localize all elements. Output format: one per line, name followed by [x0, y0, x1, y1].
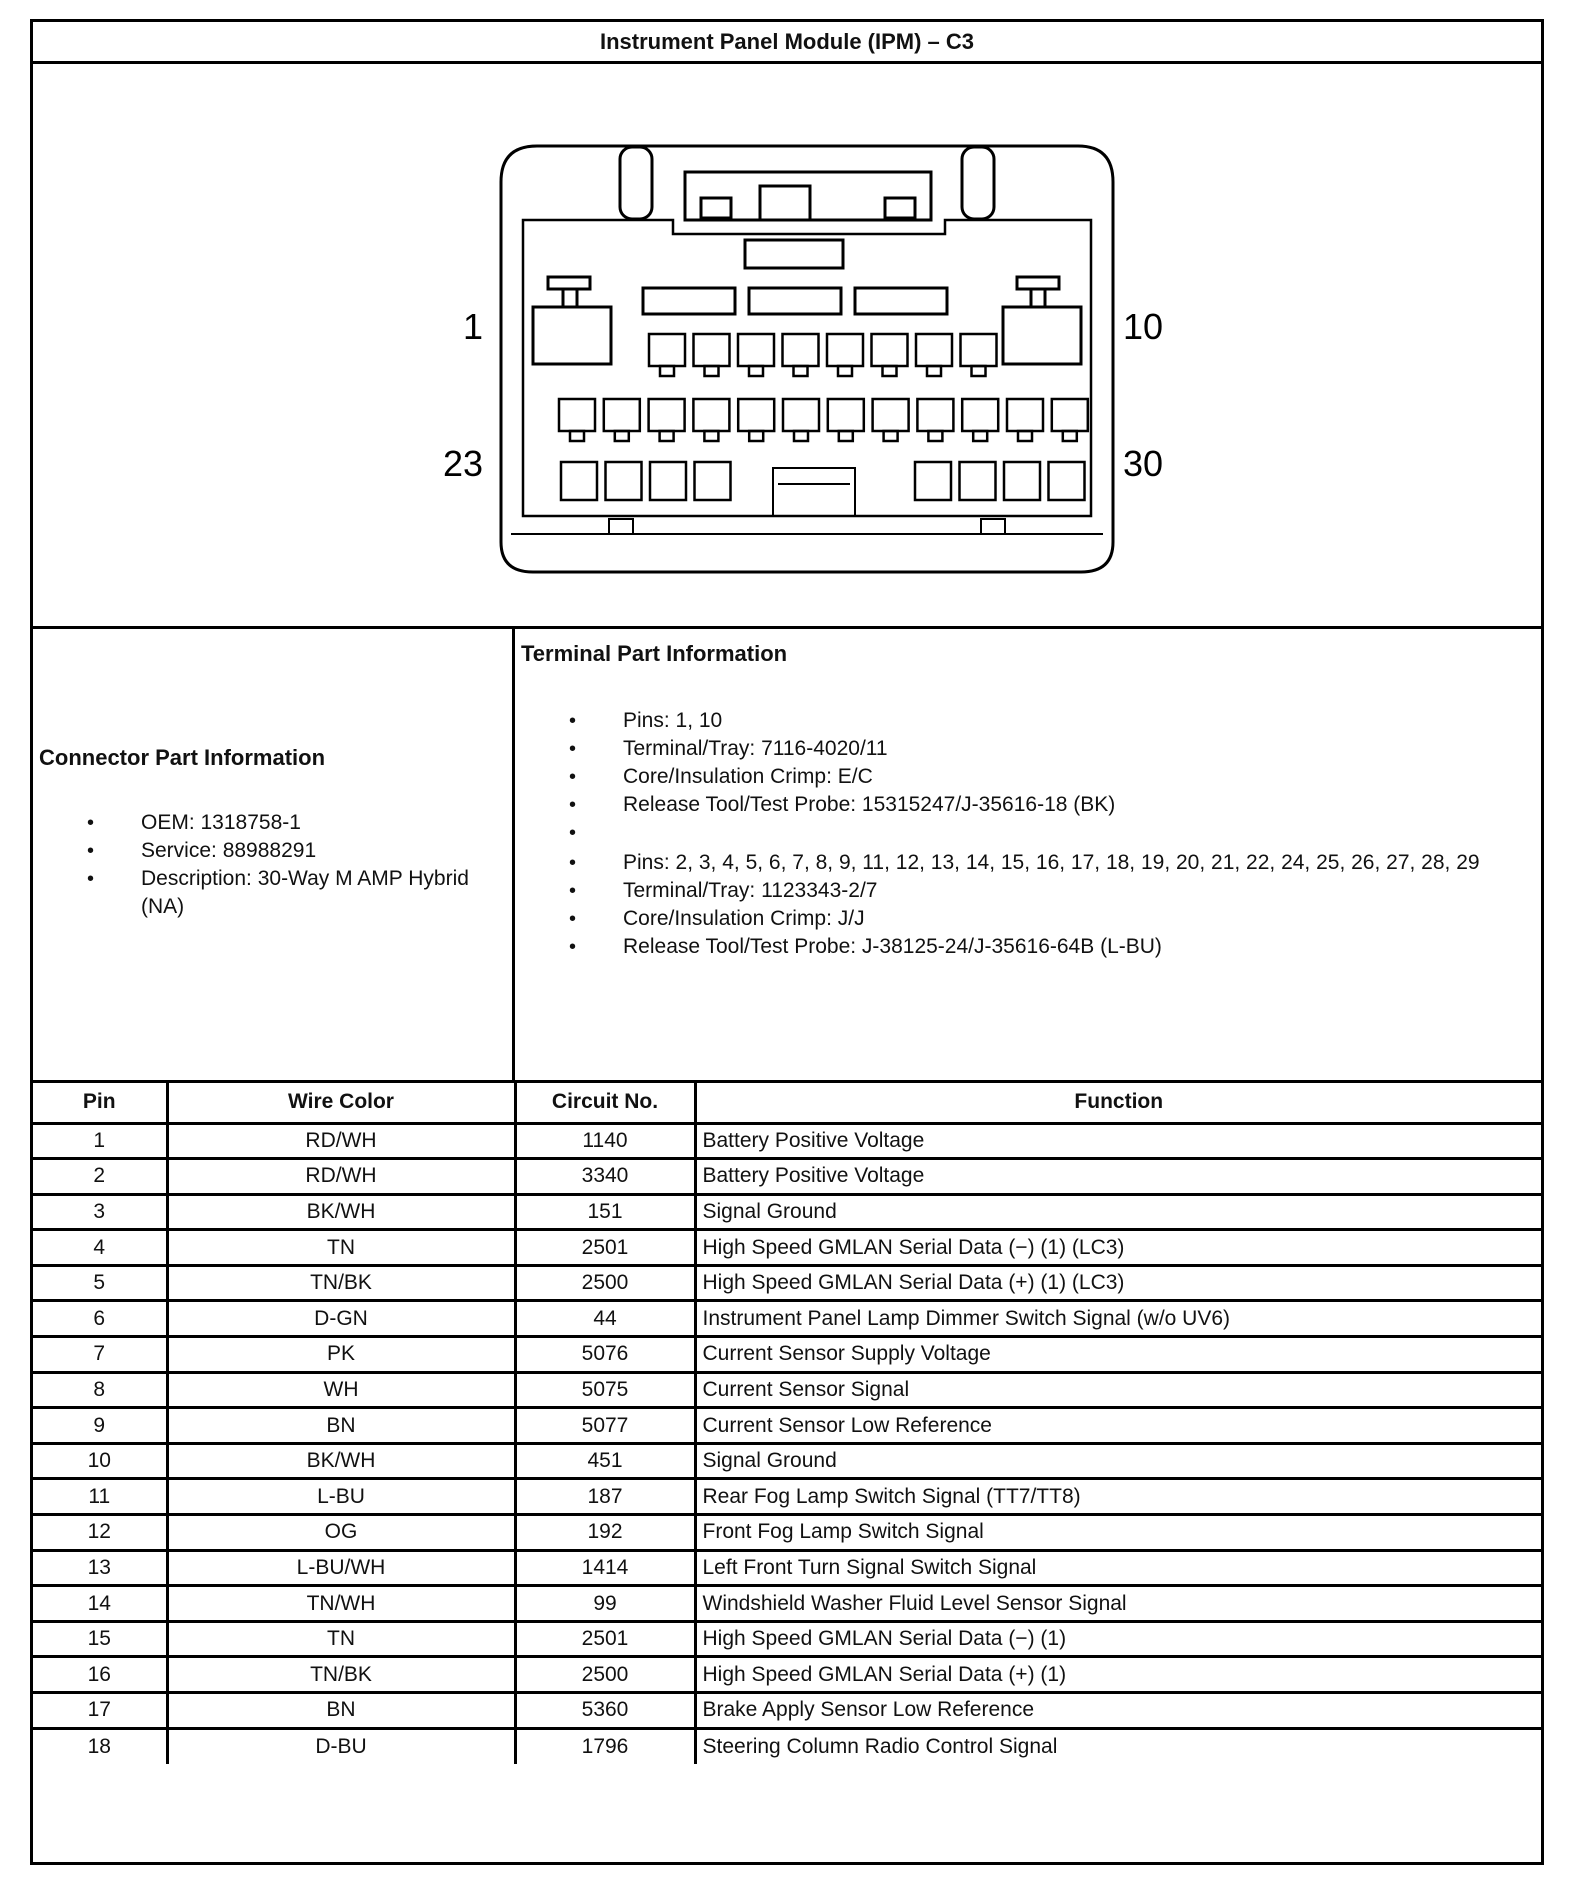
pin-cell: 9	[33, 1408, 167, 1444]
connector-document	[30, 19, 1544, 1865]
header-function: Function	[695, 1083, 1541, 1123]
pin-cavity-stub	[794, 431, 808, 441]
pin-cavity	[561, 462, 597, 500]
pin-cell: 3	[33, 1194, 167, 1230]
pin-cavity	[693, 399, 729, 431]
terminal-info-item: • Terminal/Tray: 1123343-2/7	[569, 877, 1524, 905]
pin-cell: 16	[33, 1657, 167, 1693]
pin-cavity	[738, 334, 774, 366]
pin-cavity	[783, 334, 819, 366]
table-row	[33, 1443, 1541, 1479]
connector-face-drawing	[33, 64, 1541, 626]
circuit-no-cell: 187	[515, 1479, 695, 1515]
pin-cell: 6	[33, 1301, 167, 1337]
pinout-table	[33, 1083, 1541, 1764]
pin-cavity	[960, 462, 996, 500]
pin-cell: 1	[33, 1123, 167, 1159]
function-cell: Battery Positive Voltage	[695, 1123, 1541, 1159]
pin-label-30: 30	[1123, 443, 1164, 484]
wire-color-cell: TN	[167, 1621, 515, 1657]
pin-cavity	[650, 462, 686, 500]
pin-cell: 2	[33, 1159, 167, 1195]
pin-cell: 14	[33, 1586, 167, 1622]
table-row	[33, 1693, 1541, 1729]
pin-label-23: 23	[442, 443, 483, 484]
circuit-no-cell: 1140	[515, 1123, 695, 1159]
wire-color-cell: L-BU/WH	[167, 1550, 515, 1586]
pin-cavity	[1049, 462, 1085, 500]
pin-cavity-stub	[972, 366, 986, 376]
wire-color-cell: D-GN	[167, 1301, 515, 1337]
circuit-no-cell: 192	[515, 1515, 695, 1551]
pin-cavity-stub	[1063, 431, 1077, 441]
terminal-info-item: • Release Tool/Test Probe: 15315247/J-35616-18 (BK)	[569, 791, 1524, 819]
pin-cavity-stub	[704, 431, 718, 441]
function-cell: Left Front Turn Signal Switch Signal	[695, 1550, 1541, 1586]
circuit-no-cell: 151	[515, 1194, 695, 1230]
wire-color-cell: OG	[167, 1515, 515, 1551]
circuit-no-cell: 3340	[515, 1159, 695, 1195]
terminal-info-heading: Terminal Part Information	[521, 641, 788, 666]
terminal-info-item: • Release Tool/Test Probe: J-38125-24/J-35616-64B (L-BU)	[569, 933, 1524, 961]
connector-info-item: • Service: 88988291	[87, 837, 497, 865]
pin-cell: 7	[33, 1337, 167, 1373]
pin-cell: 5	[33, 1265, 167, 1301]
table-row	[33, 1657, 1541, 1693]
table-row	[33, 1586, 1541, 1622]
pin-cavity-stub	[749, 431, 763, 441]
pin-cavity	[873, 399, 909, 431]
table-row	[33, 1479, 1541, 1515]
pin-cavity	[872, 334, 908, 366]
wire-color-cell: PK	[167, 1337, 515, 1373]
table-row	[33, 1408, 1541, 1444]
function-cell: Current Sensor Supply Voltage	[695, 1337, 1541, 1373]
header-wire-color: Wire Color	[167, 1083, 515, 1123]
table-row	[33, 1550, 1541, 1586]
pin-cavity-stub	[927, 366, 941, 376]
circuit-no-cell: 99	[515, 1586, 695, 1622]
pin-cell: 8	[33, 1372, 167, 1408]
pin-cavity	[1007, 399, 1043, 431]
pin-cavity	[559, 399, 595, 431]
table-row	[33, 1621, 1541, 1657]
pin-cavity-stub	[928, 431, 942, 441]
circuit-no-cell: 5077	[515, 1408, 695, 1444]
function-cell: High Speed GMLAN Serial Data (+) (1) (LC3)	[695, 1265, 1541, 1301]
circuit-no-cell: 451	[515, 1443, 695, 1479]
function-cell: Instrument Panel Lamp Dimmer Switch Signal (w/o UV6)	[695, 1301, 1541, 1337]
pin-cavity	[962, 399, 998, 431]
terminal-info-list	[569, 707, 1524, 961]
list-spacer	[569, 819, 1524, 849]
part-information	[33, 629, 1541, 1083]
terminal-info-item: • Pins: 2, 3, 4, 5, 6, 7, 8, 9, 11, 12, 13, 14, 15, 16, 17, 18, 19, 20, 21, 22, 24, 25, 26, 27, 28, 29	[569, 849, 1524, 877]
connector-info-heading: Connector Part Information	[39, 745, 326, 770]
pin-cavity	[916, 334, 952, 366]
pin-cavity-stub	[1018, 431, 1032, 441]
function-cell: Brake Apply Sensor Low Reference	[695, 1693, 1541, 1729]
circuit-no-cell: 1414	[515, 1550, 695, 1586]
table-row	[33, 1301, 1541, 1337]
connector-info-list	[87, 809, 497, 921]
pin-cavities	[559, 334, 1088, 500]
pin-cavity-stub	[883, 366, 897, 376]
circuit-no-cell: 2501	[515, 1230, 695, 1266]
pin-cavity	[915, 462, 951, 500]
pin-cavity	[606, 462, 642, 500]
pin-cavity	[827, 334, 863, 366]
wire-color-cell: TN	[167, 1230, 515, 1266]
wire-color-cell: L-BU	[167, 1479, 515, 1515]
wire-color-cell: BK/WH	[167, 1194, 515, 1230]
wire-color-cell: TN/WH	[167, 1586, 515, 1622]
pin-cavity	[917, 399, 953, 431]
wire-color-cell: D-BU	[167, 1728, 515, 1764]
function-cell: Windshield Washer Fluid Level Sensor Signal	[695, 1586, 1541, 1622]
circuit-no-cell: 5360	[515, 1693, 695, 1729]
header-circuit-no: Circuit No.	[515, 1083, 695, 1123]
pin-cavity	[649, 399, 685, 431]
wire-color-cell: BK/WH	[167, 1443, 515, 1479]
wire-color-cell: WH	[167, 1372, 515, 1408]
function-cell: Front Fog Lamp Switch Signal	[695, 1515, 1541, 1551]
function-cell: Battery Positive Voltage	[695, 1159, 1541, 1195]
pin-cavity-stub	[973, 431, 987, 441]
circuit-no-cell: 5075	[515, 1372, 695, 1408]
pin-cavity	[961, 334, 997, 366]
pin-cavity-stub	[570, 431, 584, 441]
table-row	[33, 1265, 1541, 1301]
terminal-info-item: • Pins: 1, 10	[569, 707, 1524, 735]
pin-cavity	[694, 334, 730, 366]
connector-info-item: • Description: 30-Way M AMP Hybrid (NA)	[87, 865, 497, 921]
terminal-part-information	[515, 629, 1541, 1080]
pin-cavity	[783, 399, 819, 431]
function-cell: Signal Ground	[695, 1443, 1541, 1479]
pin-cavity-stub	[794, 366, 808, 376]
terminal-info-item: • Terminal/Tray: 7116-4020/11	[569, 735, 1524, 763]
circuit-no-cell: 2501	[515, 1621, 695, 1657]
function-cell: Current Sensor Signal	[695, 1372, 1541, 1408]
pin-cell: 4	[33, 1230, 167, 1266]
pin-cavity	[1004, 462, 1040, 500]
connector-diagram	[33, 64, 1541, 629]
function-cell: High Speed GMLAN Serial Data (+) (1)	[695, 1657, 1541, 1693]
table-row	[33, 1230, 1541, 1266]
pin-cavity-stub	[615, 431, 629, 441]
pin-cavity	[695, 462, 731, 500]
function-cell: Current Sensor Low Reference	[695, 1408, 1541, 1444]
pin-cell: 17	[33, 1693, 167, 1729]
table-row	[33, 1194, 1541, 1230]
pin-cell: 12	[33, 1515, 167, 1551]
function-cell: High Speed GMLAN Serial Data (−) (1) (LC3)	[695, 1230, 1541, 1266]
pin-label-10: 10	[1123, 306, 1164, 347]
pin-cell: 18	[33, 1728, 167, 1764]
pin-label-1: 1	[462, 306, 483, 347]
pin-cell: 10	[33, 1443, 167, 1479]
circuit-no-cell: 44	[515, 1301, 695, 1337]
wire-color-cell: RD/WH	[167, 1123, 515, 1159]
connector-info-item: • OEM: 1318758-1	[87, 809, 497, 837]
circuit-no-cell: 2500	[515, 1657, 695, 1693]
pin-cavity	[649, 334, 685, 366]
pin-cavity	[828, 399, 864, 431]
pin-cavity-stub	[839, 431, 853, 441]
table-row	[33, 1159, 1541, 1195]
table-row	[33, 1372, 1541, 1408]
header-pin: Pin	[33, 1083, 167, 1123]
table-row	[33, 1123, 1541, 1159]
wire-color-cell: TN/BK	[167, 1657, 515, 1693]
pin-cavity-stub	[749, 366, 763, 376]
pin-cavity-stub	[705, 366, 719, 376]
pin-cavity-stub	[884, 431, 898, 441]
connector-part-information	[33, 629, 515, 1080]
pin-cell: 13	[33, 1550, 167, 1586]
pin-cavity	[1052, 399, 1088, 431]
pin-cavity-stub	[660, 366, 674, 376]
pin-cavity-stub	[660, 431, 674, 441]
function-cell: Signal Ground	[695, 1194, 1541, 1230]
wire-color-cell: TN/BK	[167, 1265, 515, 1301]
table-row	[33, 1728, 1541, 1764]
pin-cavity-stub	[838, 366, 852, 376]
table-row	[33, 1337, 1541, 1373]
table-row	[33, 1515, 1541, 1551]
circuit-no-cell: 5076	[515, 1337, 695, 1373]
function-cell: High Speed GMLAN Serial Data (−) (1)	[695, 1621, 1541, 1657]
pin-cavity	[604, 399, 640, 431]
wire-color-cell: BN	[167, 1693, 515, 1729]
terminal-info-item: • Core/Insulation Crimp: J/J	[569, 905, 1524, 933]
terminal-info-item: • Core/Insulation Crimp: E/C	[569, 763, 1524, 791]
pin-cell: 15	[33, 1621, 167, 1657]
table-header-row	[33, 1083, 1541, 1123]
pin-cavity	[738, 399, 774, 431]
pin-cell: 11	[33, 1479, 167, 1515]
circuit-no-cell: 2500	[515, 1265, 695, 1301]
function-cell: Rear Fog Lamp Switch Signal (TT7/TT8)	[695, 1479, 1541, 1515]
wire-color-cell: RD/WH	[167, 1159, 515, 1195]
function-cell: Steering Column Radio Control Signal	[695, 1728, 1541, 1764]
document-title: Instrument Panel Module (IPM) – C3	[33, 22, 1541, 64]
wire-color-cell: BN	[167, 1408, 515, 1444]
circuit-no-cell: 1796	[515, 1728, 695, 1764]
